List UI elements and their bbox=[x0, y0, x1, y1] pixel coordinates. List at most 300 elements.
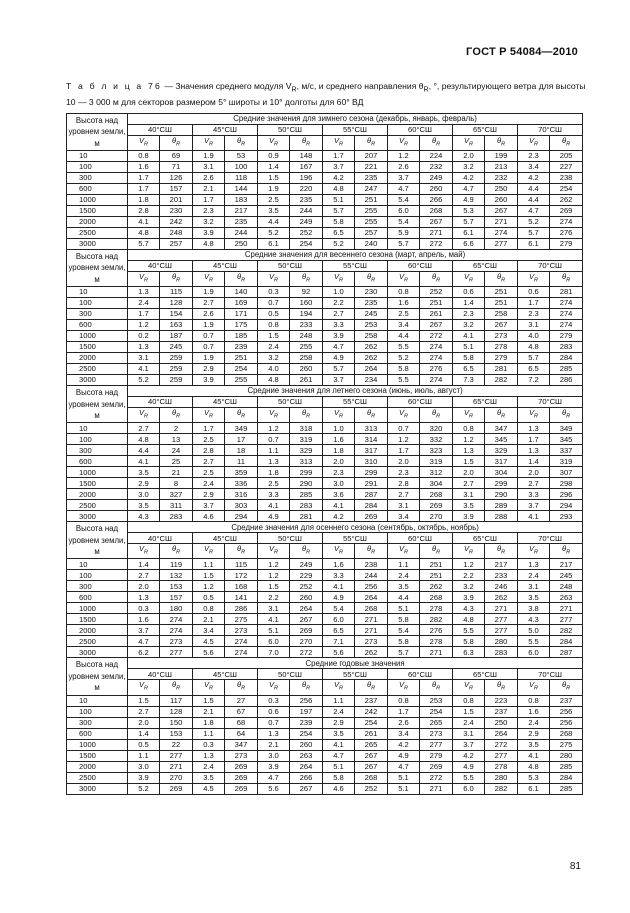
value-cell: 4.8 bbox=[193, 239, 225, 250]
value-cell: 238 bbox=[355, 559, 388, 570]
value-cell: 160 bbox=[290, 298, 323, 309]
value-cell: 1.4 bbox=[518, 456, 550, 467]
value-cell: 3.7 bbox=[193, 500, 225, 511]
value-cell: 18 bbox=[225, 445, 258, 456]
value-cell: 6.5 bbox=[323, 228, 355, 239]
value-cell: 92 bbox=[290, 287, 323, 298]
table-row bbox=[67, 162, 583, 173]
value-cell: 319 bbox=[550, 456, 583, 467]
value-cell: 1.2 bbox=[453, 559, 485, 570]
value-cell: 4.3 bbox=[518, 614, 550, 625]
latitude-header: 40°СШ bbox=[128, 397, 193, 408]
value-cell: 1.4 bbox=[128, 728, 160, 739]
direction-subheader-text: $\theta_R$ bbox=[496, 272, 506, 284]
value-cell: 5.1 bbox=[323, 761, 355, 772]
value-cell: 4.2 bbox=[323, 173, 355, 184]
value-cell: 175 bbox=[225, 320, 258, 331]
value-cell: 4.9 bbox=[323, 592, 355, 603]
value-cell: 1.6 bbox=[128, 162, 160, 173]
value-cell: 4.6 bbox=[323, 783, 355, 794]
value-cell: 3.4 bbox=[388, 320, 420, 331]
value-cell: 273 bbox=[225, 625, 258, 636]
value-cell: 5.5 bbox=[453, 772, 485, 783]
speed-subheader-text: $V_R$ bbox=[463, 408, 474, 420]
speed-subheader-text: $V_R$ bbox=[463, 272, 474, 284]
value-cell: 5.2 bbox=[388, 353, 420, 364]
value-cell: 1.7 bbox=[518, 298, 550, 309]
value-cell: 5.3 bbox=[453, 206, 485, 217]
altitude-cell: 2000 bbox=[67, 217, 128, 228]
value-cell: 267 bbox=[420, 320, 453, 331]
value-cell: 2 bbox=[160, 423, 193, 434]
value-cell: 282 bbox=[485, 783, 518, 794]
value-cell: 2.0 bbox=[388, 456, 420, 467]
speed-subheader-text: $V_R$ bbox=[463, 136, 474, 148]
value-cell: 277 bbox=[160, 647, 193, 658]
value-cell: 4.8 bbox=[128, 434, 160, 445]
altitude-cell: 600 bbox=[67, 592, 128, 603]
table-row bbox=[67, 750, 583, 761]
caption-text: — Значения среднего модуля V bbox=[164, 81, 292, 91]
value-cell: 259 bbox=[160, 353, 193, 364]
value-cell: 3.1 bbox=[193, 162, 225, 173]
value-cell: 0.5 bbox=[258, 309, 290, 320]
value-cell: 223 bbox=[485, 695, 518, 706]
direction-subheader bbox=[420, 272, 453, 287]
value-cell: 4.1 bbox=[323, 581, 355, 592]
value-cell: 1.4 bbox=[453, 298, 485, 309]
value-cell: 0.7 bbox=[193, 331, 225, 342]
value-cell: 258 bbox=[290, 353, 323, 364]
direction-subheader-text: $\theta_R$ bbox=[496, 136, 506, 148]
value-cell: 1.7 bbox=[518, 434, 550, 445]
table-row bbox=[67, 467, 583, 478]
value-cell: 1.1 bbox=[258, 445, 290, 456]
speed-subheader-text: $V_R$ bbox=[203, 272, 214, 284]
value-cell: 252 bbox=[420, 287, 453, 298]
value-cell: 319 bbox=[420, 456, 453, 467]
value-cell: 275 bbox=[225, 614, 258, 625]
value-cell: 4.9 bbox=[453, 195, 485, 206]
direction-subheader bbox=[290, 680, 323, 695]
value-cell: 2.2 bbox=[258, 592, 290, 603]
speed-subheader bbox=[453, 680, 485, 695]
value-cell: 268 bbox=[550, 728, 583, 739]
value-cell: 272 bbox=[485, 739, 518, 750]
value-cell: 4.7 bbox=[388, 184, 420, 195]
value-cell: 258 bbox=[485, 309, 518, 320]
latitude-header: 60°СШ bbox=[388, 125, 453, 136]
direction-subheader bbox=[550, 272, 583, 287]
altitude-cell: 2000 bbox=[67, 353, 128, 364]
value-cell: 4.9 bbox=[453, 761, 485, 772]
value-cell: 2.4 bbox=[518, 717, 550, 728]
value-cell: 285 bbox=[290, 489, 323, 500]
direction-subheader-text: $\theta_R$ bbox=[301, 680, 311, 692]
altitude-cell: 1500 bbox=[67, 478, 128, 489]
value-cell: 1.6 bbox=[323, 434, 355, 445]
value-cell: 1.1 bbox=[128, 750, 160, 761]
value-cell: 291 bbox=[355, 478, 388, 489]
latitude-header: 60°СШ bbox=[388, 669, 453, 680]
speed-subheader bbox=[193, 272, 225, 287]
direction-subheader-text: $\theta_R$ bbox=[431, 680, 441, 692]
direction-subheader-text: $\theta_R$ bbox=[236, 272, 246, 284]
value-cell: 290 bbox=[290, 478, 323, 489]
caption-subscript-2: R bbox=[423, 85, 429, 94]
value-cell: 2.2 bbox=[323, 298, 355, 309]
table-row bbox=[67, 783, 583, 794]
value-cell: 323 bbox=[420, 445, 453, 456]
value-cell: 268 bbox=[420, 206, 453, 217]
value-cell: 260 bbox=[485, 195, 518, 206]
value-cell: 150 bbox=[160, 717, 193, 728]
value-cell: 4.2 bbox=[518, 173, 550, 184]
speed-subheader bbox=[128, 680, 160, 695]
value-cell: 4.1 bbox=[258, 614, 290, 625]
direction-subheader-text: $\theta_R$ bbox=[236, 544, 246, 556]
value-cell: 272 bbox=[420, 772, 453, 783]
value-cell: 2.5 bbox=[193, 434, 225, 445]
table-row bbox=[67, 636, 583, 647]
value-cell: 233 bbox=[485, 570, 518, 581]
altitude-cell: 100 bbox=[67, 570, 128, 581]
value-cell: 235 bbox=[355, 173, 388, 184]
value-cell: 4.1 bbox=[518, 750, 550, 761]
value-cell: 332 bbox=[420, 434, 453, 445]
value-cell: 313 bbox=[355, 423, 388, 434]
value-cell: 5.7 bbox=[453, 217, 485, 228]
table-row bbox=[67, 320, 583, 331]
value-cell: 248 bbox=[550, 581, 583, 592]
caption-text-2: , м/с, и среднего направления θ bbox=[296, 81, 424, 91]
value-cell: 2.0 bbox=[453, 151, 485, 162]
value-cell: 0.5 bbox=[193, 592, 225, 603]
value-cell: 2.4 bbox=[193, 761, 225, 772]
speed-subheader bbox=[518, 544, 550, 559]
value-cell: 3.3 bbox=[518, 489, 550, 500]
speed-subheader-text: $V_R$ bbox=[528, 544, 539, 556]
value-cell: 283 bbox=[290, 500, 323, 511]
altitude-cell: 10 bbox=[67, 559, 128, 570]
speed-subheader bbox=[193, 680, 225, 695]
direction-subheader-text: $\theta_R$ bbox=[562, 680, 571, 692]
direction-subheader-text: $\theta_R$ bbox=[301, 408, 311, 420]
value-cell: 2.5 bbox=[258, 478, 290, 489]
value-cell: 296 bbox=[550, 489, 583, 500]
direction-subheader bbox=[225, 272, 258, 287]
latitude-header: 40°СШ bbox=[128, 261, 193, 272]
altitude-cell: 2000 bbox=[67, 761, 128, 772]
table-row bbox=[67, 603, 583, 614]
value-cell: 5.8 bbox=[388, 364, 420, 375]
value-cell: 263 bbox=[290, 750, 323, 761]
latitude-header: 70°СШ bbox=[518, 397, 583, 408]
value-cell: 117 bbox=[160, 695, 193, 706]
value-cell: 126 bbox=[160, 173, 193, 184]
value-cell: 274 bbox=[225, 647, 258, 658]
speed-subheader bbox=[453, 272, 485, 287]
direction-subheader bbox=[420, 136, 453, 151]
value-cell: 1.3 bbox=[518, 423, 550, 434]
altitude-cell: 300 bbox=[67, 581, 128, 592]
value-cell: 3.9 bbox=[193, 375, 225, 386]
value-cell: 264 bbox=[485, 728, 518, 739]
direction-subheader bbox=[420, 408, 453, 423]
table-row bbox=[67, 511, 583, 522]
value-cell: 6.3 bbox=[453, 647, 485, 658]
direction-subheader-text: $\theta_R$ bbox=[366, 272, 376, 284]
value-cell: 304 bbox=[485, 467, 518, 478]
value-cell: 2.9 bbox=[193, 489, 225, 500]
section-title-row bbox=[67, 658, 583, 669]
value-cell: 4.3 bbox=[453, 603, 485, 614]
value-cell: 0.7 bbox=[193, 342, 225, 353]
direction-subheader bbox=[225, 136, 258, 151]
value-cell: 4.7 bbox=[258, 772, 290, 783]
value-cell: 3.0 bbox=[258, 750, 290, 761]
value-cell: 5.8 bbox=[323, 772, 355, 783]
value-cell: 69 bbox=[160, 151, 193, 162]
speed-subheader bbox=[193, 136, 225, 151]
value-cell: 277 bbox=[485, 750, 518, 761]
direction-subheader-text: $\theta_R$ bbox=[236, 136, 246, 148]
value-cell: 1.7 bbox=[128, 309, 160, 320]
value-cell: 2.0 bbox=[128, 581, 160, 592]
height-header: Высота над уровнем земли, м bbox=[67, 114, 128, 151]
value-cell: 3.8 bbox=[518, 603, 550, 614]
value-cell: 5.2 bbox=[128, 375, 160, 386]
value-cell: 5.7 bbox=[323, 364, 355, 375]
value-cell: 255 bbox=[290, 342, 323, 353]
value-cell: 1.8 bbox=[258, 467, 290, 478]
value-cell: 349 bbox=[225, 423, 258, 434]
value-cell: 3.2 bbox=[193, 217, 225, 228]
value-cell: 5.1 bbox=[258, 625, 290, 636]
altitude-cell: 10 bbox=[67, 287, 128, 298]
speed-subheader bbox=[518, 680, 550, 695]
altitude-cell: 100 bbox=[67, 706, 128, 717]
value-cell: 5.2 bbox=[258, 228, 290, 239]
table-row bbox=[67, 728, 583, 739]
value-cell: 5.4 bbox=[388, 625, 420, 636]
value-cell: 273 bbox=[160, 636, 193, 647]
value-cell: 3.7 bbox=[323, 375, 355, 386]
value-cell: 3.6 bbox=[323, 489, 355, 500]
value-cell: 239 bbox=[225, 342, 258, 353]
value-cell: 64 bbox=[225, 728, 258, 739]
direction-subheader bbox=[225, 408, 258, 423]
value-cell: 249 bbox=[420, 173, 453, 184]
value-cell: 254 bbox=[290, 239, 323, 250]
subheader-row bbox=[67, 680, 583, 695]
speed-subheader bbox=[258, 408, 290, 423]
value-cell: 207 bbox=[355, 151, 388, 162]
section-title: Средние значения для зимнего сезона (декабрь, январь, февраль) bbox=[128, 114, 583, 125]
direction-subheader-text: $\theta_R$ bbox=[562, 408, 571, 420]
value-cell: 274 bbox=[160, 614, 193, 625]
speed-subheader-text: $V_R$ bbox=[333, 680, 344, 692]
value-cell: 257 bbox=[160, 239, 193, 250]
direction-subheader-text: $\theta_R$ bbox=[171, 272, 181, 284]
page-number: 81 bbox=[569, 861, 581, 872]
value-cell: 2.8 bbox=[128, 206, 160, 217]
value-cell: 271 bbox=[550, 603, 583, 614]
value-cell: 5.1 bbox=[388, 603, 420, 614]
value-cell: 271 bbox=[160, 761, 193, 772]
value-cell: 264 bbox=[290, 603, 323, 614]
direction-subheader bbox=[355, 272, 388, 287]
value-cell: 4.1 bbox=[128, 364, 160, 375]
speed-subheader bbox=[193, 544, 225, 559]
value-cell: 248 bbox=[160, 228, 193, 239]
value-cell: 2.4 bbox=[453, 717, 485, 728]
value-cell: 284 bbox=[550, 636, 583, 647]
direction-subheader-text: $\theta_R$ bbox=[301, 272, 311, 284]
value-cell: 267 bbox=[485, 206, 518, 217]
latitude-header: 45°СШ bbox=[193, 261, 258, 272]
value-cell: 247 bbox=[355, 184, 388, 195]
value-cell: 25 bbox=[160, 456, 193, 467]
value-cell: 347 bbox=[225, 739, 258, 750]
latitude-header: 60°СШ bbox=[388, 397, 453, 408]
standard-header: ГОСТ Р 54084—2010 bbox=[466, 46, 578, 58]
value-cell: 183 bbox=[225, 195, 258, 206]
value-cell: 3.1 bbox=[388, 500, 420, 511]
value-cell: 71 bbox=[160, 162, 193, 173]
value-cell: 1.3 bbox=[128, 287, 160, 298]
value-cell: 256 bbox=[355, 581, 388, 592]
speed-subheader-text: $V_R$ bbox=[333, 544, 344, 556]
value-cell: 249 bbox=[290, 217, 323, 228]
table-row bbox=[67, 706, 583, 717]
altitude-cell: 1500 bbox=[67, 206, 128, 217]
table-row bbox=[67, 559, 583, 570]
value-cell: 5.7 bbox=[518, 353, 550, 364]
value-cell: 6.0 bbox=[388, 206, 420, 217]
value-cell: 128 bbox=[160, 706, 193, 717]
height-header: Высота над уровнем земли, м bbox=[67, 522, 128, 559]
value-cell: 2.7 bbox=[193, 456, 225, 467]
direction-subheader bbox=[550, 408, 583, 423]
value-cell: 259 bbox=[160, 364, 193, 375]
value-cell: 115 bbox=[225, 559, 258, 570]
speed-subheader-text: $V_R$ bbox=[138, 408, 149, 420]
value-cell: 1.5 bbox=[453, 706, 485, 717]
direction-subheader-text: $\theta_R$ bbox=[366, 408, 376, 420]
latitude-header: 50°СШ bbox=[258, 669, 323, 680]
value-cell: 6.6 bbox=[453, 239, 485, 250]
value-cell: 1.7 bbox=[128, 173, 160, 184]
value-cell: 264 bbox=[355, 364, 388, 375]
value-cell: 2.7 bbox=[193, 298, 225, 309]
value-cell: 1.7 bbox=[388, 706, 420, 717]
table-row bbox=[67, 364, 583, 375]
value-cell: 3.5 bbox=[193, 772, 225, 783]
speed-subheader bbox=[128, 408, 160, 423]
value-cell: 4.2 bbox=[388, 739, 420, 750]
value-cell: 319 bbox=[290, 434, 323, 445]
value-cell: 1.1 bbox=[193, 728, 225, 739]
value-cell: 2.5 bbox=[193, 467, 225, 478]
value-cell: 316 bbox=[225, 489, 258, 500]
direction-subheader-text: $\theta_R$ bbox=[366, 544, 376, 556]
altitude-cell: 600 bbox=[67, 728, 128, 739]
latitude-header: 70°СШ bbox=[518, 669, 583, 680]
value-cell: 337 bbox=[550, 445, 583, 456]
value-cell: 261 bbox=[420, 309, 453, 320]
value-cell: 254 bbox=[420, 706, 453, 717]
value-cell: 293 bbox=[550, 511, 583, 522]
value-cell: 5.6 bbox=[323, 647, 355, 658]
value-cell: 5.8 bbox=[453, 353, 485, 364]
value-cell: 4.7 bbox=[323, 342, 355, 353]
latitude-header: 60°СШ bbox=[388, 261, 453, 272]
value-cell: 6.0 bbox=[518, 647, 550, 658]
value-cell: 167 bbox=[290, 162, 323, 173]
value-cell: 4.8 bbox=[323, 184, 355, 195]
value-cell: 5.0 bbox=[518, 625, 550, 636]
value-cell: 3.5 bbox=[518, 739, 550, 750]
value-cell: 1.7 bbox=[193, 195, 225, 206]
value-cell: 115 bbox=[160, 287, 193, 298]
value-cell: 6.1 bbox=[258, 239, 290, 250]
value-cell: 22 bbox=[160, 739, 193, 750]
value-cell: 260 bbox=[290, 592, 323, 603]
value-cell: 1.3 bbox=[518, 445, 550, 456]
value-cell: 274 bbox=[550, 298, 583, 309]
value-cell: 284 bbox=[550, 772, 583, 783]
value-cell: 313 bbox=[290, 456, 323, 467]
value-cell: 298 bbox=[550, 478, 583, 489]
value-cell: 256 bbox=[550, 706, 583, 717]
value-cell: 5.8 bbox=[323, 217, 355, 228]
value-cell: 6.0 bbox=[323, 614, 355, 625]
table-row bbox=[67, 570, 583, 581]
value-cell: 1.9 bbox=[193, 353, 225, 364]
value-cell: 278 bbox=[485, 342, 518, 353]
value-cell: 269 bbox=[225, 761, 258, 772]
value-cell: 1.2 bbox=[258, 570, 290, 581]
direction-subheader bbox=[485, 272, 518, 287]
value-cell: 3.0 bbox=[323, 478, 355, 489]
value-cell: 288 bbox=[485, 511, 518, 522]
value-cell: 4.5 bbox=[193, 783, 225, 794]
value-cell: 3.0 bbox=[128, 489, 160, 500]
value-cell: 5.7 bbox=[128, 239, 160, 250]
value-cell: 17 bbox=[225, 434, 258, 445]
value-cell: 242 bbox=[355, 706, 388, 717]
value-cell: 314 bbox=[355, 434, 388, 445]
height-header: Высота над уровнем земли, м bbox=[67, 250, 128, 287]
direction-subheader-text: $\theta_R$ bbox=[236, 680, 246, 692]
value-cell: 197 bbox=[290, 706, 323, 717]
latitude-header: 55°СШ bbox=[323, 261, 388, 272]
value-cell: 262 bbox=[355, 647, 388, 658]
value-cell: 2.7 bbox=[518, 478, 550, 489]
value-cell: 249 bbox=[290, 559, 323, 570]
subheader-row bbox=[67, 544, 583, 559]
speed-subheader bbox=[388, 408, 420, 423]
value-cell: 3.3 bbox=[258, 489, 290, 500]
value-cell: 264 bbox=[290, 761, 323, 772]
speed-subheader-text: $V_R$ bbox=[398, 408, 409, 420]
subheader-row bbox=[67, 136, 583, 151]
value-cell: 0.5 bbox=[128, 739, 160, 750]
value-cell: 4.1 bbox=[453, 331, 485, 342]
value-cell: 271 bbox=[420, 783, 453, 794]
altitude-cell: 600 bbox=[67, 456, 128, 467]
